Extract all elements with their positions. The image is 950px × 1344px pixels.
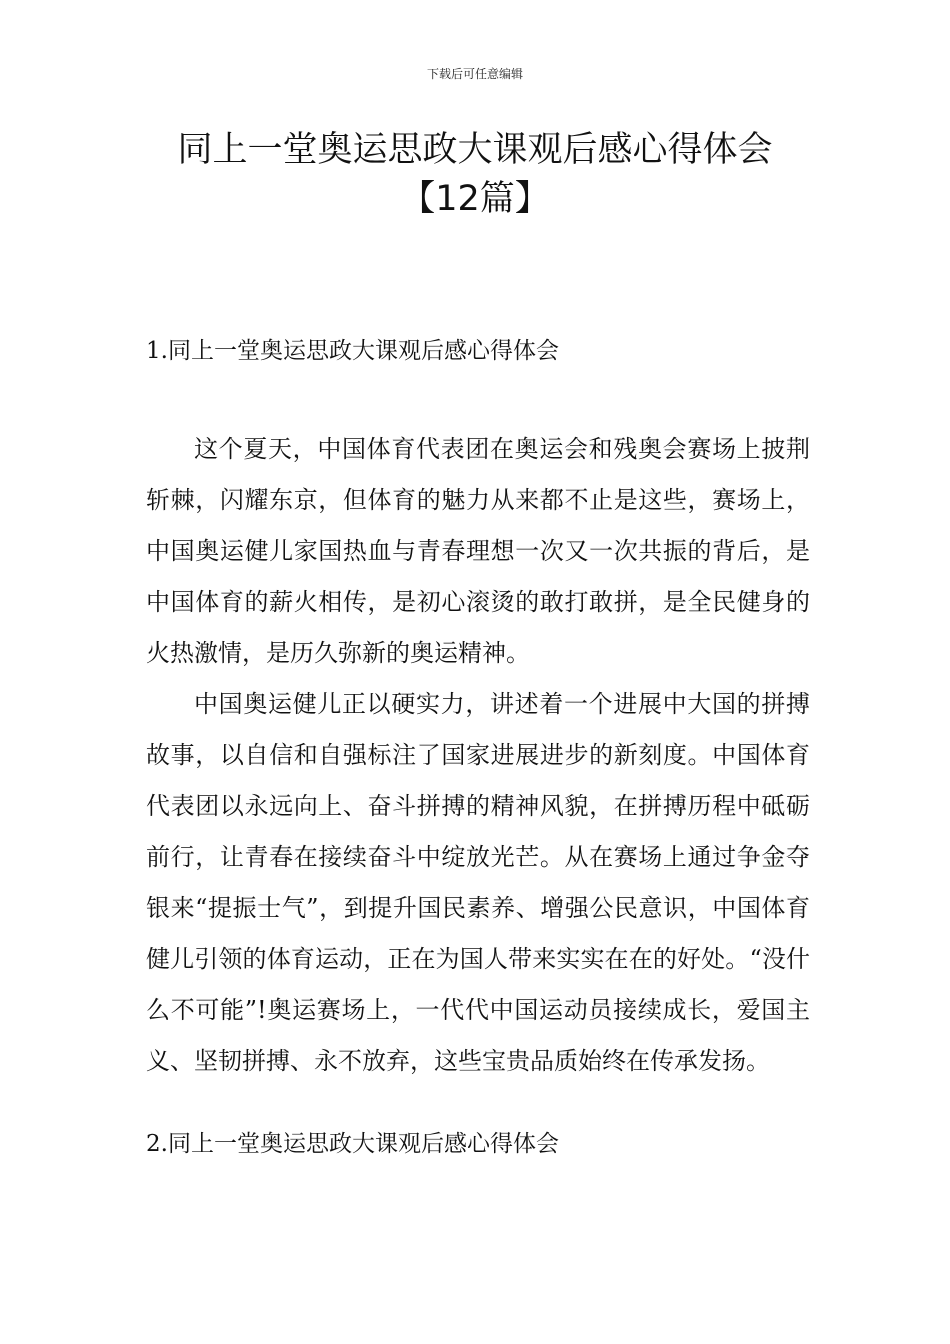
section-heading-1: 1.同上一堂奥运思政大课观后感心得体会 bbox=[146, 338, 559, 364]
paragraph-2: 中国奥运健儿正以硬实力，讲述着一个进展中大国的拼搏故事，以自信和自强标注了国家进展进步的新刻度。中国体育代表团以永远向上、奋斗拼搏的精神风貌，在拼搏历程中砥砺前行，让青春在接续奋斗中绽放光芒。从在赛场上通过争金夺银来“提振士气”，到提升国民素养、增强公民意识，中国体育健儿引领的体育运动，正在为国人带来实实在在的好处。“没什么不可能”!奥运赛场上，一代代中国运动员接续成长，爱国主义、坚韧拼搏、永不放弃，这些宝贵品质始终在传承发扬。 bbox=[146, 690, 810, 1075]
title-line-main: 同上一堂奥运思政大课观后感心得体会 bbox=[177, 130, 773, 170]
section-body-1 bbox=[146, 424, 810, 1087]
paragraph-1: 这个夏天，中国体育代表团在奥运会和残奥会赛场上披荆斩棘，闪耀东京，但体育的魅力从来都不止是这些，赛场上，中国奥运健儿家国热血与青春理想一次又一次共振的背后，是中国体育的薪火相传，是初心滚烫的敢打敢拼，是全民健身的火热激情，是历久弥新的奥运精神。 bbox=[146, 435, 810, 667]
title-line-count: 【12篇】 bbox=[400, 179, 550, 219]
section-heading-2: 2.同上一堂奥运思政大课观后感心得体会 bbox=[146, 1131, 559, 1157]
header-note: 下载后可任意编辑 bbox=[426, 67, 523, 81]
document-title bbox=[0, 126, 950, 224]
